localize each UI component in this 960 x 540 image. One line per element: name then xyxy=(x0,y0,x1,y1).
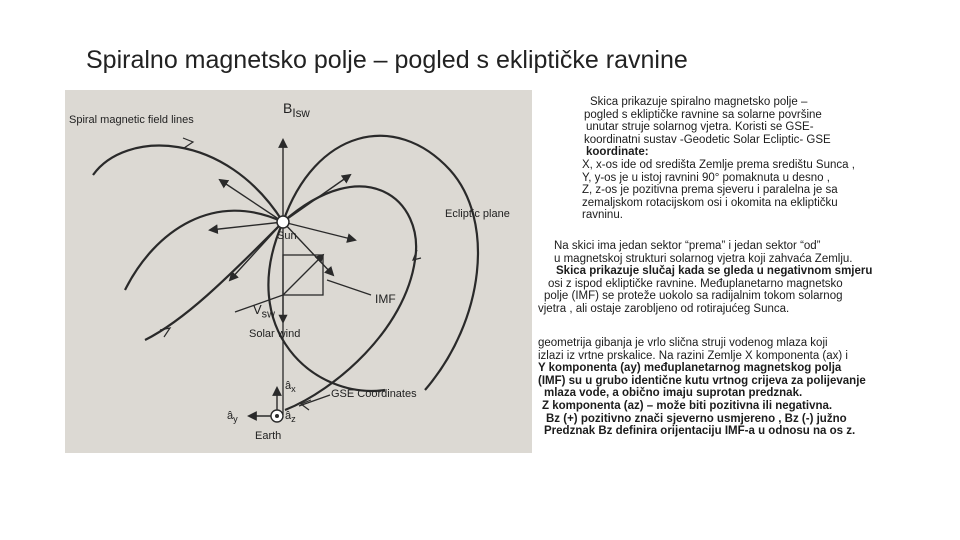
p2-line: polje (IMF) se proteže uokolo sa radijalnim tokom solarnog xyxy=(544,290,843,303)
spiral-line-6 xyxy=(125,211,283,290)
diagram-drawing xyxy=(65,90,532,453)
spiral-arrowhead-1 xyxy=(183,138,193,148)
label-solar-wind: Solar wind xyxy=(249,328,301,340)
p1-line: Skica prikazuje spiralno magnetsko polje – xyxy=(590,96,808,108)
label-a-y: $â_y$ xyxy=(227,410,238,425)
p3-line: geometrija gibanja je vrlo slična struji vodenog mlaza koji xyxy=(538,337,828,349)
slide-title: Spiralno magnetsko polje – pogled s ekliptičke ravnine xyxy=(86,46,688,74)
spiral-line-4 xyxy=(145,222,283,340)
label-spiral-lines: Spiral magnetic field lines xyxy=(69,114,194,126)
p3-line: izlazi iz vrtne prskalice. Na razini Zemlje X komponenta (ax) i xyxy=(538,349,848,362)
spiral-field-lines xyxy=(93,136,478,410)
p1-line: unutar struje solarnog vjetra. Koristi se GSE- xyxy=(586,121,814,134)
imf-pointer xyxy=(327,280,371,295)
p1-line: ravninu. xyxy=(582,209,623,222)
label-b-isw: $B_{Isw}$ xyxy=(283,100,310,120)
label-imf: IMF xyxy=(375,292,396,306)
p2-line: u magnetskoj strukturi solarnog vjetra koji zahvaća Zemlju. xyxy=(554,252,853,265)
p1-line: zemaljskom rotacijskom osi i okomita na ekliptičku xyxy=(582,196,838,209)
spiral-line-2 xyxy=(283,186,416,410)
spiral-line-5 xyxy=(268,222,385,391)
spiral-arrowhead-4 xyxy=(160,328,170,337)
p3-line: Predznak Bz definira orijentaciju IMF-a u odnosu na os z. xyxy=(544,425,856,438)
label-gse-coordinates: GSE Coordinates xyxy=(331,388,417,400)
p3-line: Z komponenta (az) – može biti pozitivna ili negativna. xyxy=(542,399,833,412)
label-earth: Earth xyxy=(255,430,282,442)
p1-line: Z, z-os je pozitivna prema sjeveru i paralelna je sa xyxy=(582,184,838,197)
arrow-left xyxy=(210,222,283,230)
paragraph-geometry xyxy=(538,337,866,438)
p3-line: Y komponenta (ay) međuplanetarnog magnetskog polja xyxy=(538,362,842,375)
label-ecliptic-plane: Ecliptic plane xyxy=(445,208,510,220)
label-a-z: $â_z$ xyxy=(285,410,296,425)
p2-line: osi z ispod ekliptičke ravnine. Međuplanetarno magnetsko xyxy=(548,277,843,290)
p2-line: Na skici ima jedan sektor “prema” i jedan sektor “od” xyxy=(554,240,821,252)
spiral-arrowhead-2 xyxy=(413,250,421,260)
paragraph-gse-intro xyxy=(580,96,855,222)
p1-line: X, x-os ide od središta Zemlje prema središtu Sunca , xyxy=(582,158,855,171)
paragraph-sectors xyxy=(538,240,872,316)
imf-vector xyxy=(283,255,323,295)
spiral-field-diagram xyxy=(65,90,532,453)
p3-line: (IMF) su u grubo identične kutu vrtnog crijeva za polijevanje xyxy=(538,374,866,387)
p1-line: Y, y-os je u istoj ravnini 90° pomaknuta u desno , xyxy=(582,171,830,184)
arrow-up-left xyxy=(220,180,283,222)
p1-line: koordinatni sustav -Geodetic Solar Ecliptic- GSE xyxy=(584,133,831,146)
p1-line: pogled s ekliptičke ravnine sa solarne površine xyxy=(584,108,822,121)
spiral-line-3 xyxy=(283,136,478,390)
spiral-line-1 xyxy=(93,146,283,222)
arrow-down-left xyxy=(230,222,283,280)
p2-line: vjetra , ali ostaje zarobljeno od rotirajućeg Sunca. xyxy=(538,302,790,315)
label-v-sw: $V_{sw}$ xyxy=(253,302,275,321)
spiral-arrowheads xyxy=(160,138,421,410)
p3-line: Bz (+) pozitivno znači sjeverno usmjereno , Bz (-) južno xyxy=(546,412,847,425)
p3-line: mlaza vode, a obično imaju suprotan predznak. xyxy=(544,387,803,400)
p1-line: koordinate: xyxy=(586,146,649,159)
az-dot-icon xyxy=(275,414,279,418)
label-sun: Sun xyxy=(277,230,297,242)
label-a-x: $â_x$ xyxy=(285,380,296,395)
p2-line: Skica prikazuje slučaj kada se gleda u negativnom smjeru xyxy=(556,265,873,278)
sun-icon xyxy=(277,216,289,228)
